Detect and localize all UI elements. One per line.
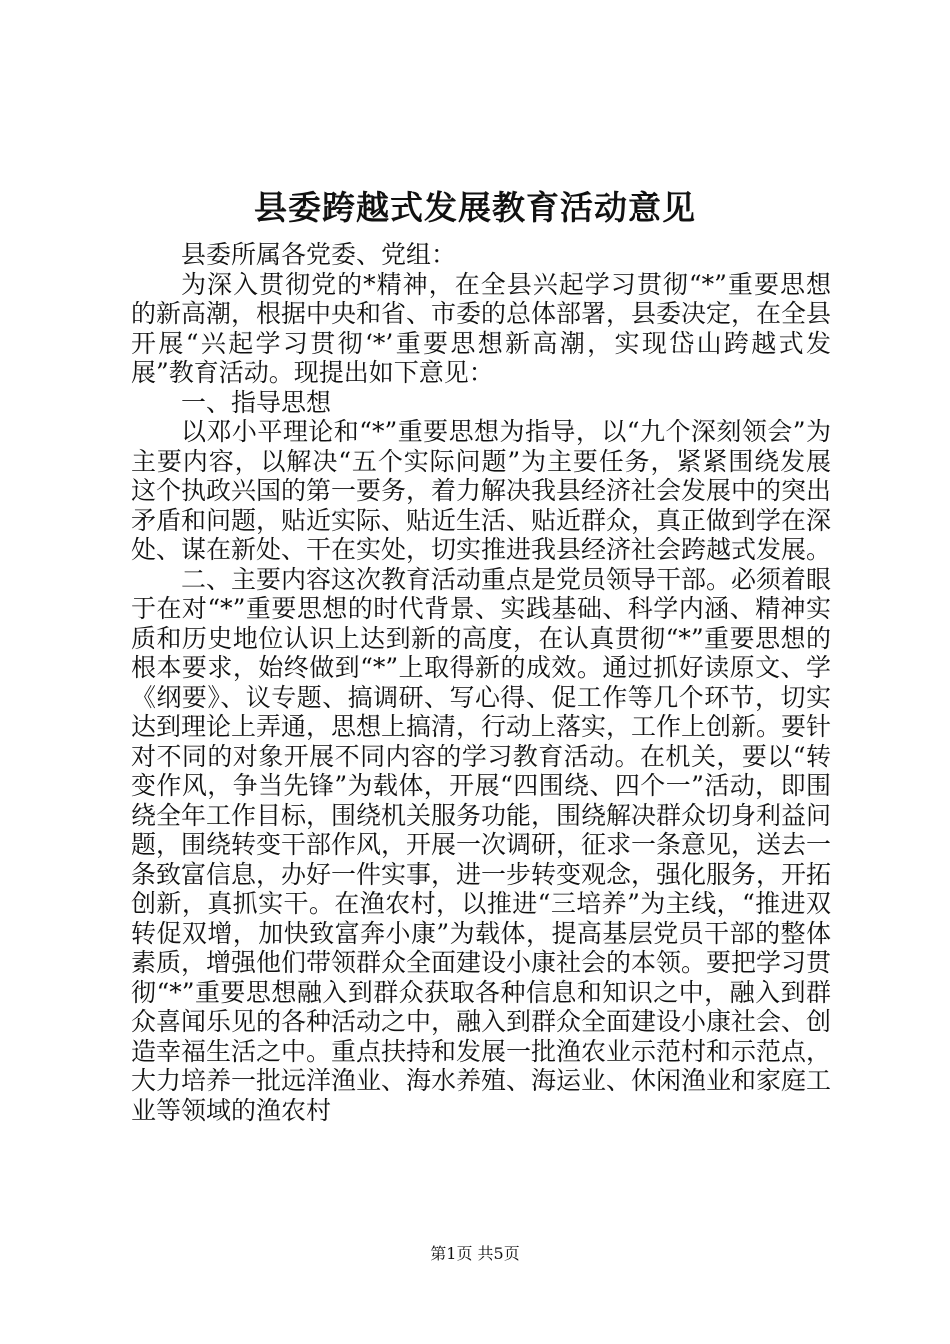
paragraph-guiding-thought: 以邓小平理论和“*”重要思想为指导，以“九个深刻领会”为主要内容，以解决“五个实际问题”为主要任务，紧紧围绕发展这个执政兴国的第一要务，着力解决我县经济社会发展中的突出矛盾和问题，贴近实际、贴近生活、贴近群众，真正做到学在深处、谋在新处、干在实处，切实推进我县经济社会跨越式发展。	[131, 417, 832, 564]
document-body	[131, 240, 831, 1125]
page-number-footer: 第1页 共5页	[430, 1244, 520, 1263]
paragraph-main-content: 二、主要内容这次教育活动重点是党员领导干部。必须着眼于在对“*”重要思想的时代背景、实践基础、科学内涵、精神实质和历史地位认识上达到新的高度，在认真贯彻“*”重要思想的根本要求，始终做到“*”上取得新的成效。通过抓好读原文、学《纲要》、议专题、搞调研、写心得、促工作等几个环节，切实达到理论上弄通，思想上搞清，行动上落实，工作上创新。要针对不同的对象开展不同内容的学习教育活动。在机关，要以“转变作风，争当先锋”为载体，开展“四围绕、四个一”活动，即围绕全年工作目标，围绕机关服务功能，围绕解决群众切身利益问题，围绕转变干部作风，开展一次调研，征求一条意见，送去一条致富信息，办好一件实事，进一步转变观念，强化服务，开拓创新，真抓实干。在渔农村，以推进“三培养”为主线，“推进双转促双增，加快致富奔小康”为载体，提高基层党员干部的整体素质，增强他们带领群众全面建设小康社会的本领。要把学习贯彻“*”重要思想融入到群众获取各种信息和知识之中，融入到群众喜闻乐见的各种活动之中，融入到群众全面建设小康社会、创造幸福生活之中。重点扶持和发展一批渔农业示范村和示范点，大力培养一批远洋渔业、海水养殖、海运业、休闲渔业和家庭工业等领域的渔农村	[131, 564, 832, 1125]
paragraph-intro: 为深入贯彻党的*精神，在全县兴起学习贯彻“*”重要思想的新高潮，根据中央和省、市委的总体部署，县委决定，在全县开展“兴起学习贯彻‘*’重要思想新高潮，实现岱山跨越式发展”教育活动。现提出如下意见：	[131, 269, 832, 387]
salutation: 县委所属各党委、党组：	[181, 240, 457, 269]
document-title: 县委跨越式发展教育活动意见	[254, 188, 696, 227]
section-heading-guiding-thought: 一、指导思想	[181, 387, 332, 417]
